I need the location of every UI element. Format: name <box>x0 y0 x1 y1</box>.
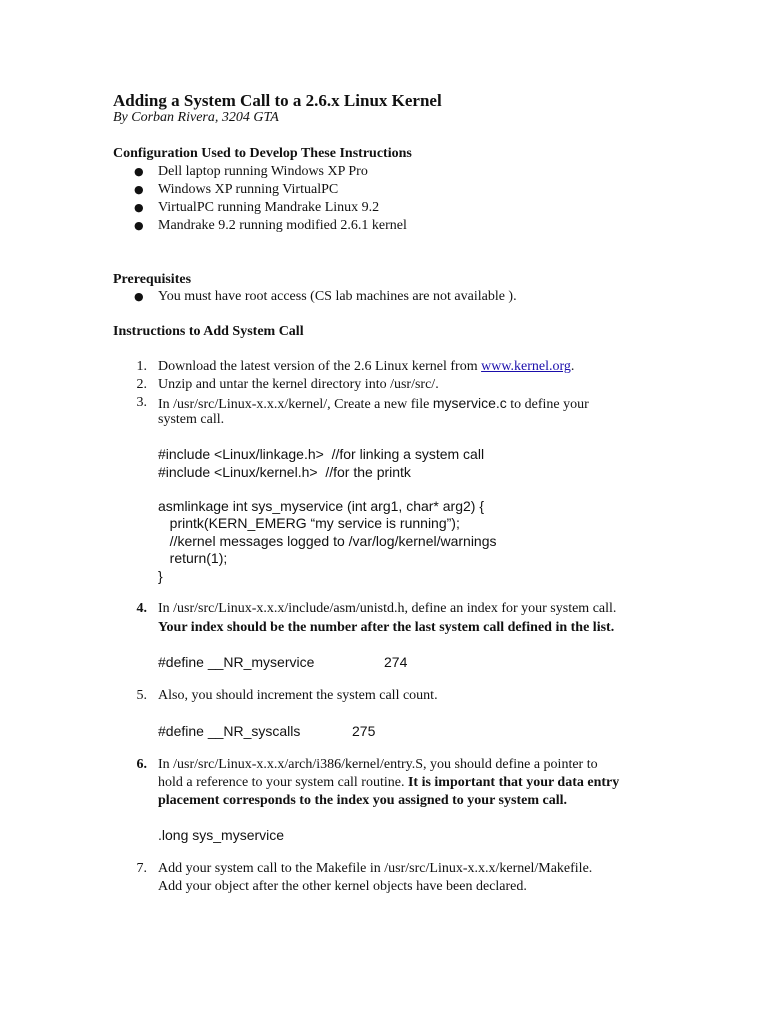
code-line: printk(KERN_EMERG “my service is running”); <box>158 515 460 531</box>
step-7-line-1: Add your system call to the Makefile in /usr/src/Linux-x.x.x/kernel/Makefile. <box>158 861 593 876</box>
bullet-icon: ● <box>134 290 144 303</box>
step-number: 1. <box>136 359 147 374</box>
config-item: ● VirtualPC running Mandrake Linux 9.2 <box>134 200 380 215</box>
step-6-line-2: hold a reference to your system call routine. It is important that your data entry <box>158 775 620 790</box>
step-4-line-1: In /usr/src/Linux-x.x.x/include/asm/unistd.h, define an index for your system call. <box>158 601 617 616</box>
config-item: ● Dell laptop running Windows XP Pro <box>134 164 368 179</box>
step-number: 5. <box>136 688 147 703</box>
code-define-value: 274 <box>384 654 408 670</box>
code-line: #include <Linux/linkage.h> //for linking a system call <box>158 446 485 462</box>
kernel-org-link[interactable]: www.kernel.org <box>481 359 571 374</box>
step-6-line-1: In /usr/src/Linux-x.x.x/arch/i386/kernel/entry.S, you should define a pointer to <box>158 757 598 772</box>
step-number: 4. <box>136 601 147 616</box>
bullet-icon: ● <box>134 201 144 214</box>
step-number: 6. <box>136 757 147 772</box>
code-line: //kernel messages logged to /var/log/kernel/warnings <box>158 533 497 549</box>
bullet-icon: ● <box>134 165 144 178</box>
prereq-item: ● You must have root access (CS lab machines are not available ). <box>134 289 517 304</box>
config-heading: Configuration Used to Develop These Instructions <box>113 146 412 161</box>
prereq-heading: Prerequisites <box>113 272 192 287</box>
step-2: Unzip and untar the kernel directory into /usr/src/. <box>158 377 439 392</box>
code-define-name: #define __NR_myservice <box>158 654 315 670</box>
step-5-line-1: Also, you should increment the system call count. <box>158 688 438 703</box>
step-3-line-2: system call. <box>158 412 225 427</box>
step-6-line-3: placement corresponds to the index you assigned to your system call. <box>158 793 567 808</box>
code-line: asmlinkage int sys_myservice (int arg1, char* arg2) { <box>158 498 485 514</box>
step-number: 7. <box>136 861 147 876</box>
bullet-icon: ● <box>134 219 144 232</box>
step-3-line-1: In /usr/src/Linux-x.x.x/kernel/, Create a new file myservice.c to define your <box>158 395 589 412</box>
step-number: 2. <box>136 377 147 392</box>
config-item: ● Windows XP running VirtualPC <box>134 182 339 197</box>
code-define-value: 275 <box>352 723 376 739</box>
step-4-line-2: Your index should be the number after the last system call defined in the list. <box>158 620 615 635</box>
step-number: 3. <box>136 395 147 410</box>
code-line: .long sys_myservice <box>158 827 285 843</box>
config-item: ● Mandrake 9.2 running modified 2.6.1 kernel <box>134 218 407 233</box>
byline: By Corban Rivera, 3204 GTA <box>113 110 279 125</box>
code-line: return(1); <box>158 550 228 566</box>
code-define-name: #define __NR_syscalls <box>158 723 301 739</box>
instructions-heading: Instructions to Add System Call <box>113 324 304 339</box>
document-title: Adding a System Call to a 2.6.x Linux Kernel <box>113 91 442 110</box>
step-7-line-2: Add your object after the other kernel objects have been declared. <box>158 879 527 894</box>
bullet-icon: ● <box>134 183 144 196</box>
code-line: } <box>158 568 163 584</box>
code-line: #include <Linux/kernel.h> //for the printk <box>158 464 411 480</box>
filename-code: myservice.c <box>432 395 507 411</box>
step-1: Download the latest version of the 2.6 Linux kernel from www.kernel.org. <box>158 359 575 374</box>
